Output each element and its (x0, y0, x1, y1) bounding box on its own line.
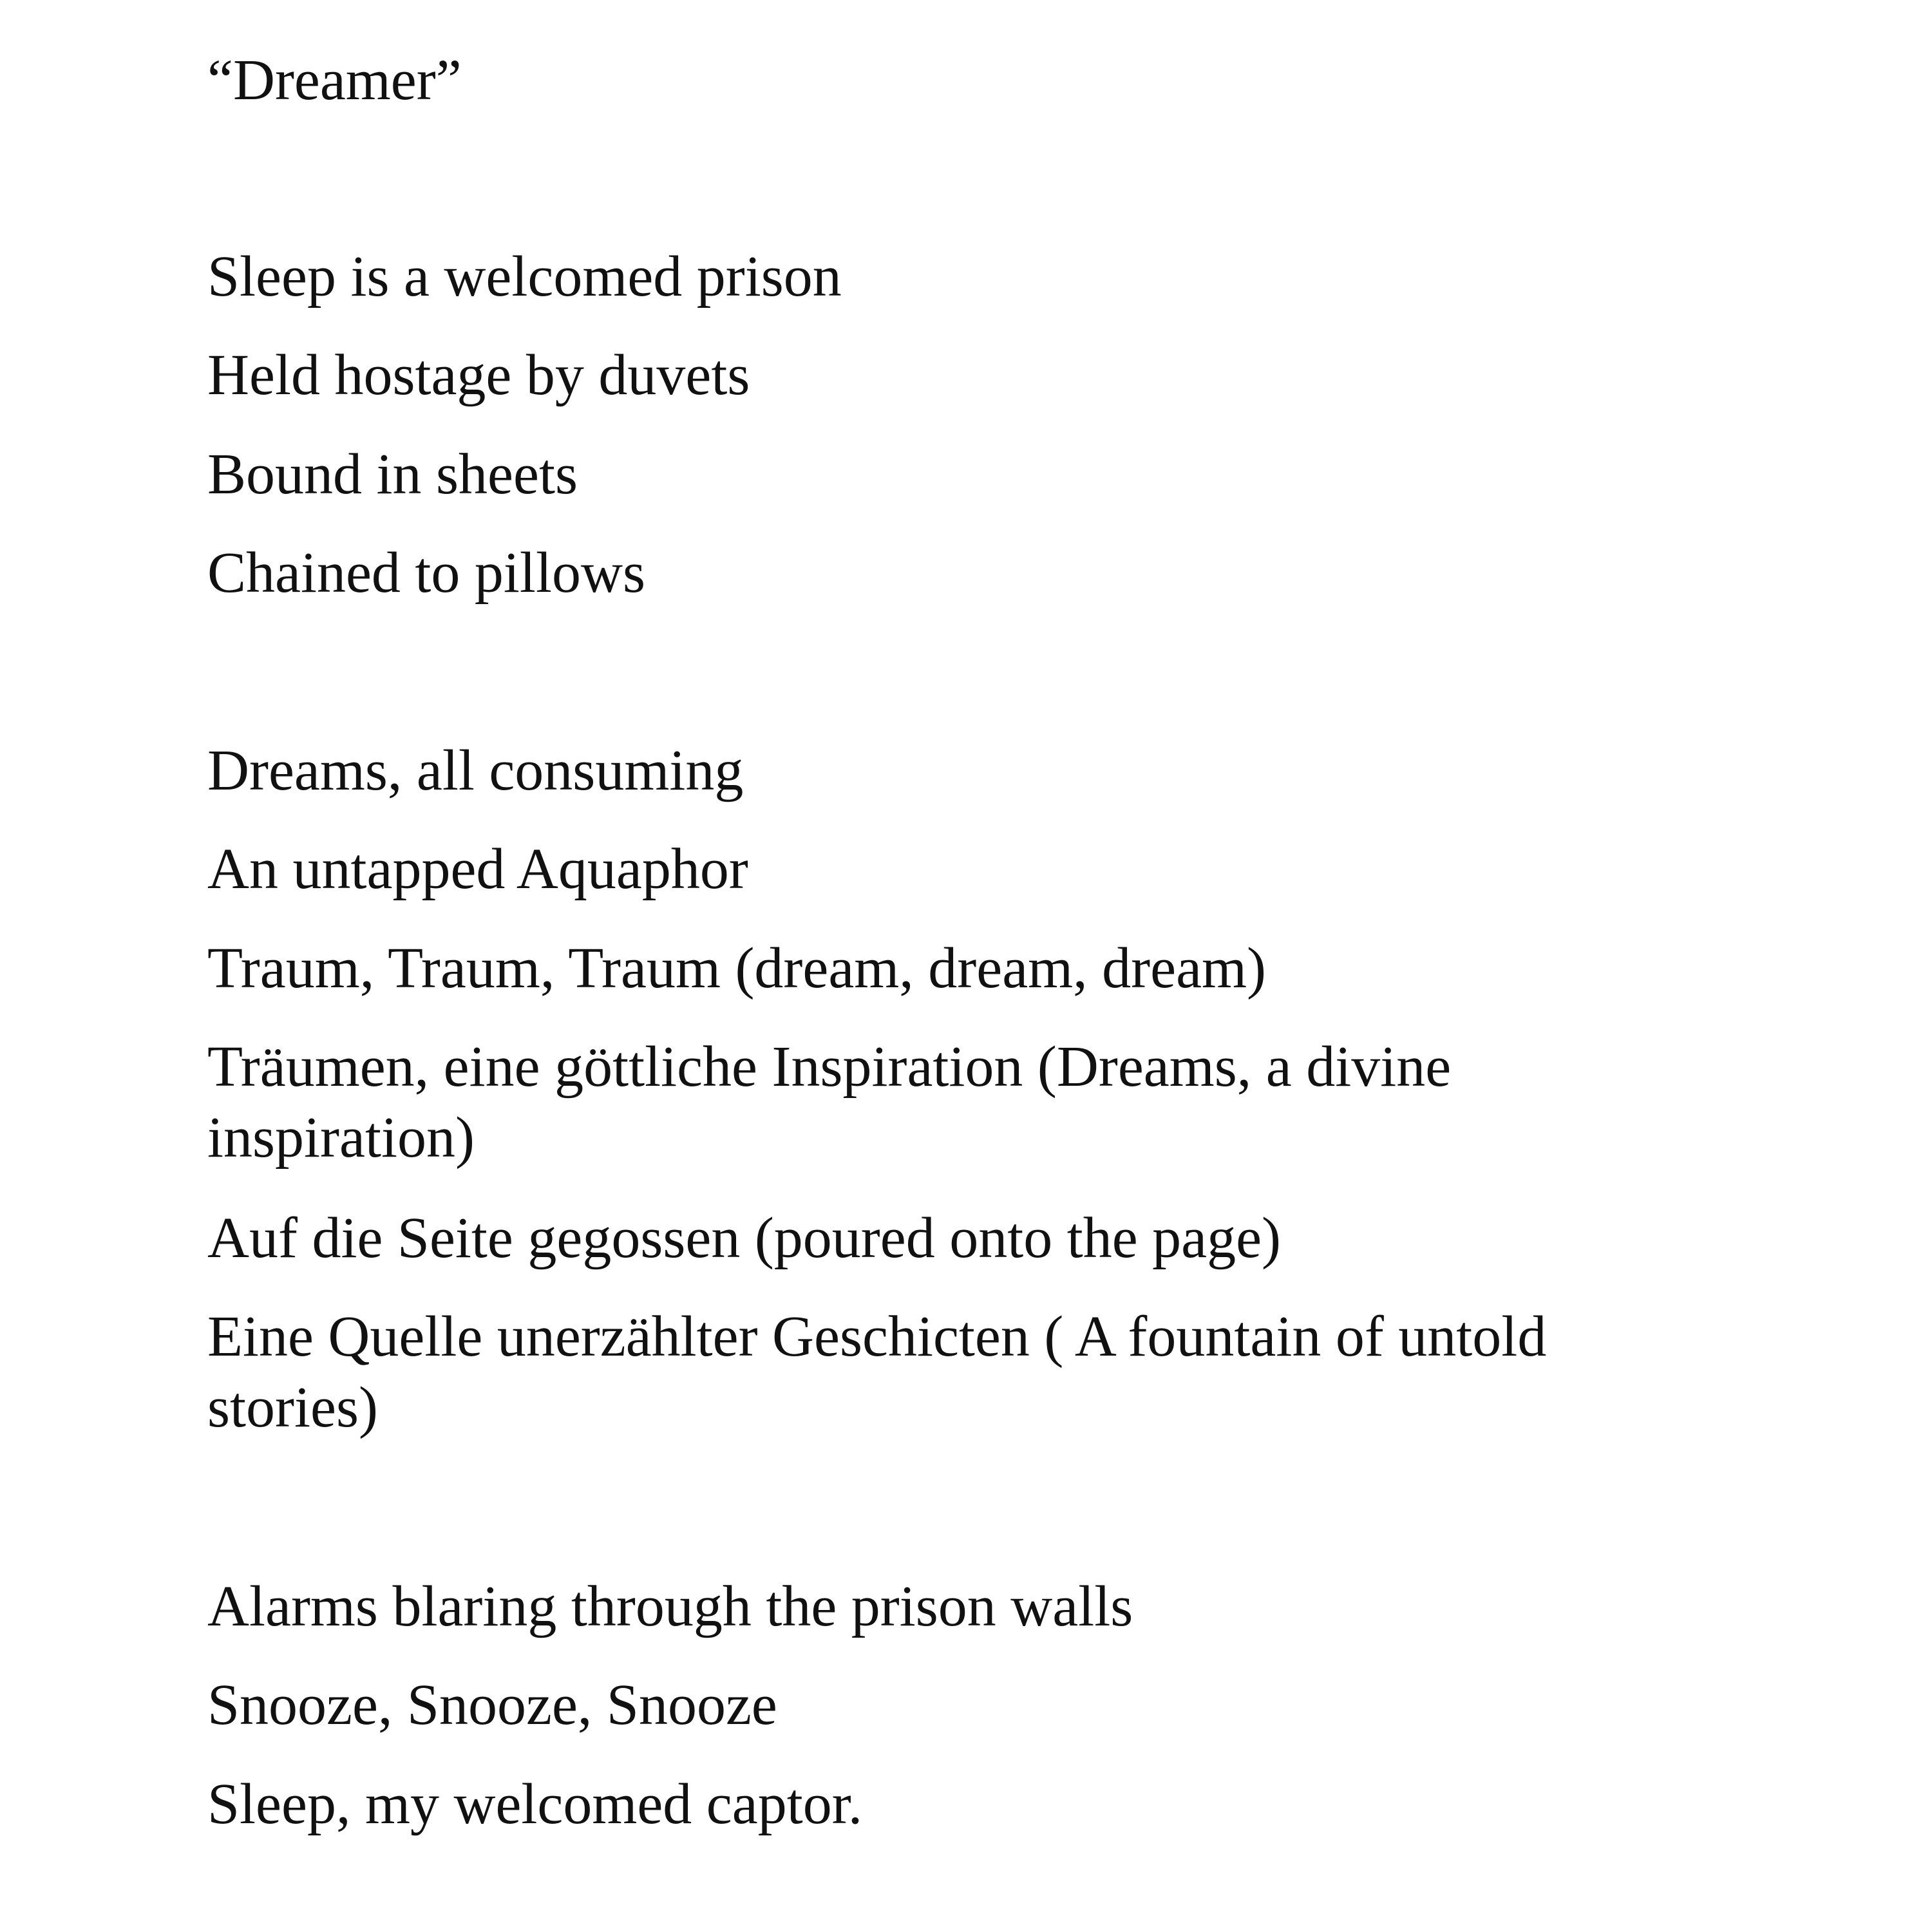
poem-line: Dreams, all consuming (207, 739, 744, 802)
poem-line: Held hostage by duvets (207, 343, 750, 407)
poem-line: Sleep, my welcomed captor. (207, 1772, 863, 1836)
poem-line: Chained to pillows (207, 541, 645, 605)
poem-line: Alarms blaring through the prison walls (207, 1575, 1133, 1638)
poem-line: Bound in sheets (207, 442, 578, 506)
poem-line: Eine Quelle unerzählter Geschicten ( A fountain of untold stories) (207, 1305, 1547, 1439)
poem-line: An untapped Aquaphor (207, 837, 748, 901)
poem-line: Träumen, eine göttliche Inspiration (Dreams, a divine inspiration) (207, 1035, 1452, 1170)
poem-title: “Dreamer” (207, 48, 462, 112)
poem-line: Traum, Traum, Traum (dream, dream, dream) (207, 936, 1266, 1000)
poem-line: Snooze, Snooze, Snooze (207, 1673, 777, 1737)
poem-line: Auf die Seite gegossen (poured onto the page) (207, 1206, 1282, 1270)
poem-line: Sleep is a welcomed prison (207, 245, 842, 308)
